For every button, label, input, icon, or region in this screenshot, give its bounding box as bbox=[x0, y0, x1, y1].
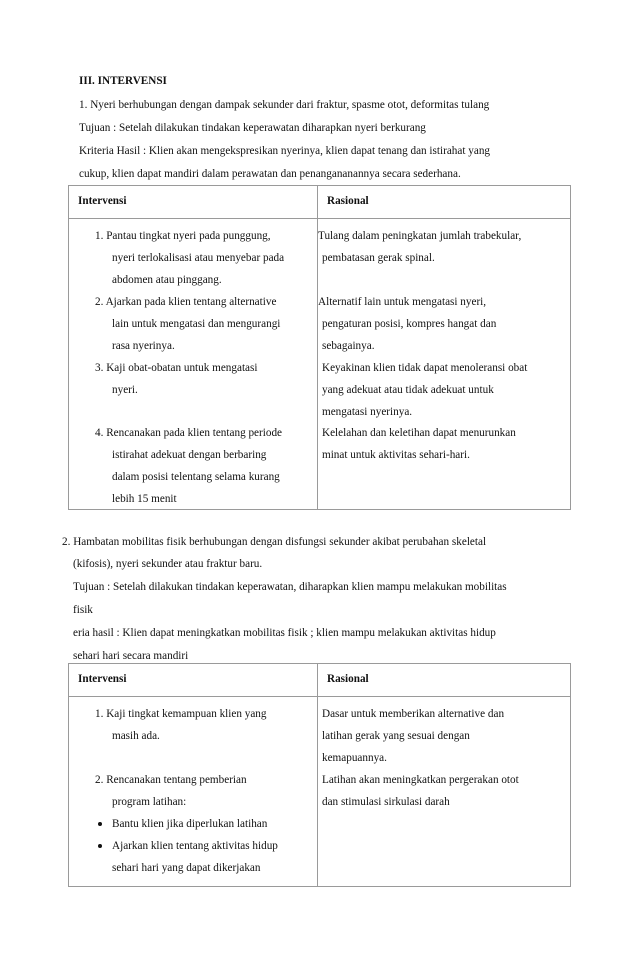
table-2-header-rasional: Rasional bbox=[318, 664, 571, 697]
t1-left-line-10: istirahat adekuat dengan berbaring bbox=[112, 449, 267, 461]
t1-left-line-5: lain untuk mengatasi dan mengurangi bbox=[112, 318, 281, 330]
t1-right-line-3: Alternatif lain untuk mengatasi nyeri, bbox=[318, 296, 487, 308]
bullet-icon bbox=[98, 844, 102, 848]
t1-left-line-8: nyeri. bbox=[112, 384, 138, 396]
t2-left-line-4: program latihan: bbox=[112, 796, 187, 808]
t2-left-line-6: Ajarkan klien tentang aktivitas hidup bbox=[112, 840, 278, 852]
table-1-header-intervensi: Intervensi bbox=[69, 186, 318, 219]
diagnosis-1-criteria-cont: cukup, klien dapat mandiri dalam perawatan dan penangananannya secara sederhana. bbox=[79, 168, 461, 180]
t2-left-line-2: masih ada. bbox=[112, 730, 160, 742]
table-1-rasional-cell bbox=[318, 219, 571, 510]
t1-left-line-2: nyeri terlokalisasi atau menyebar pada bbox=[112, 252, 285, 264]
t1-right-line-8: mengatasi nyerinya. bbox=[322, 406, 413, 418]
t1-left-line-12: lebih 15 menit bbox=[112, 493, 177, 505]
table-1-intervensi-cell bbox=[69, 219, 318, 510]
t1-right-line-10: minat untuk aktivitas sehari-hari. bbox=[322, 449, 470, 461]
table-2-intervensi-cell bbox=[69, 697, 318, 887]
diagnosis-2-criteria: eria hasil : Klien dapat meningkatkan mobilitas fisik ; klien mampu melakukan aktivitas hidup bbox=[73, 627, 496, 639]
t1-right-line-6: Keyakinan klien tidak dapat menoleransi obat bbox=[322, 362, 528, 374]
diagnosis-1-title: 1. Nyeri berhubungan dengan dampak sekunder dari fraktur, spasme otot, deformitas tulang bbox=[79, 99, 490, 111]
diagnosis-2-criteria-cont: sehari hari secara mandiri bbox=[73, 650, 189, 662]
diagnosis-2-goal-cont: fisik bbox=[73, 604, 93, 616]
t2-left-line-5: Bantu klien jika diperlukan latihan bbox=[112, 818, 268, 830]
t2-left-line-1: 1. Kaji tingkat kemampuan klien yang bbox=[95, 708, 267, 720]
t1-right-line-9: Kelelahan dan keletihan dapat menurunkan bbox=[322, 427, 516, 439]
intervention-table-1 bbox=[68, 185, 571, 510]
t1-left-line-11: dalam posisi telentang selama kurang bbox=[112, 471, 280, 483]
section-title: III. INTERVENSI bbox=[79, 75, 167, 87]
diagnosis-1-goal: Tujuan : Setelah dilakukan tindakan keperawatan diharapkan nyeri berkurang bbox=[79, 122, 426, 134]
t1-left-line-1: 1. Pantau tingkat nyeri pada punggung, bbox=[95, 230, 271, 242]
table-1-header-rasional: Rasional bbox=[318, 186, 571, 219]
t1-left-line-6: rasa nyerinya. bbox=[112, 340, 175, 352]
t2-left-line-7: sehari hari yang dapat dikerjakan bbox=[112, 862, 261, 874]
table-2-rasional-cell bbox=[318, 697, 571, 887]
diagnosis-1-criteria: Kriteria Hasil : Klien akan mengekspresikan nyerinya, klien dapat tenang dan istirahat yang bbox=[79, 145, 491, 157]
t1-right-line-2: pembatasan gerak spinal. bbox=[322, 252, 435, 264]
diagnosis-2-goal: Tujuan : Setelah dilakukan tindakan keperawatan, diharapkan klien mampu melakukan mobilitas bbox=[73, 581, 507, 593]
t1-left-line-4: 2. Ajarkan pada klien tentang alternative bbox=[95, 296, 277, 308]
table-2-header-intervensi: Intervensi bbox=[69, 664, 318, 697]
t1-right-line-4: pengaturan posisi, kompres hangat dan bbox=[322, 318, 497, 330]
intervention-table-2 bbox=[68, 663, 571, 887]
t2-right-line-3: kemapuannya. bbox=[322, 752, 387, 764]
bullet-icon bbox=[98, 822, 102, 826]
diagnosis-2-title-cont: (kifosis), nyeri sekunder atau fraktur baru. bbox=[73, 558, 263, 570]
t1-left-line-7: 3. Kaji obat-obatan untuk mengatasi bbox=[95, 362, 258, 374]
t2-right-line-1: Dasar untuk memberikan alternative dan bbox=[322, 708, 505, 720]
t1-left-line-3: abdomen atau pinggang. bbox=[112, 274, 222, 286]
t1-right-line-5: sebagainya. bbox=[322, 340, 375, 352]
t2-right-line-2: latihan gerak yang sesuai dengan bbox=[322, 730, 470, 742]
t2-right-line-5: dan stimulasi sirkulasi darah bbox=[322, 796, 450, 808]
t1-right-line-1: Tulang dalam peningkatan jumlah trabekular, bbox=[318, 230, 522, 242]
t1-left-line-9: 4. Rencanakan pada klien tentang periode bbox=[95, 427, 283, 439]
t2-right-line-4: Latihan akan meningkatkan pergerakan otot bbox=[322, 774, 519, 786]
t2-left-line-3: 2. Rencanakan tentang pemberian bbox=[95, 774, 247, 786]
t1-right-line-7: yang adekuat atau tidak adekuat untuk bbox=[322, 384, 494, 396]
diagnosis-2-title: 2. Hambatan mobilitas fisik berhubungan dengan disfungsi sekunder akibat perubahan skeletal bbox=[62, 536, 487, 548]
